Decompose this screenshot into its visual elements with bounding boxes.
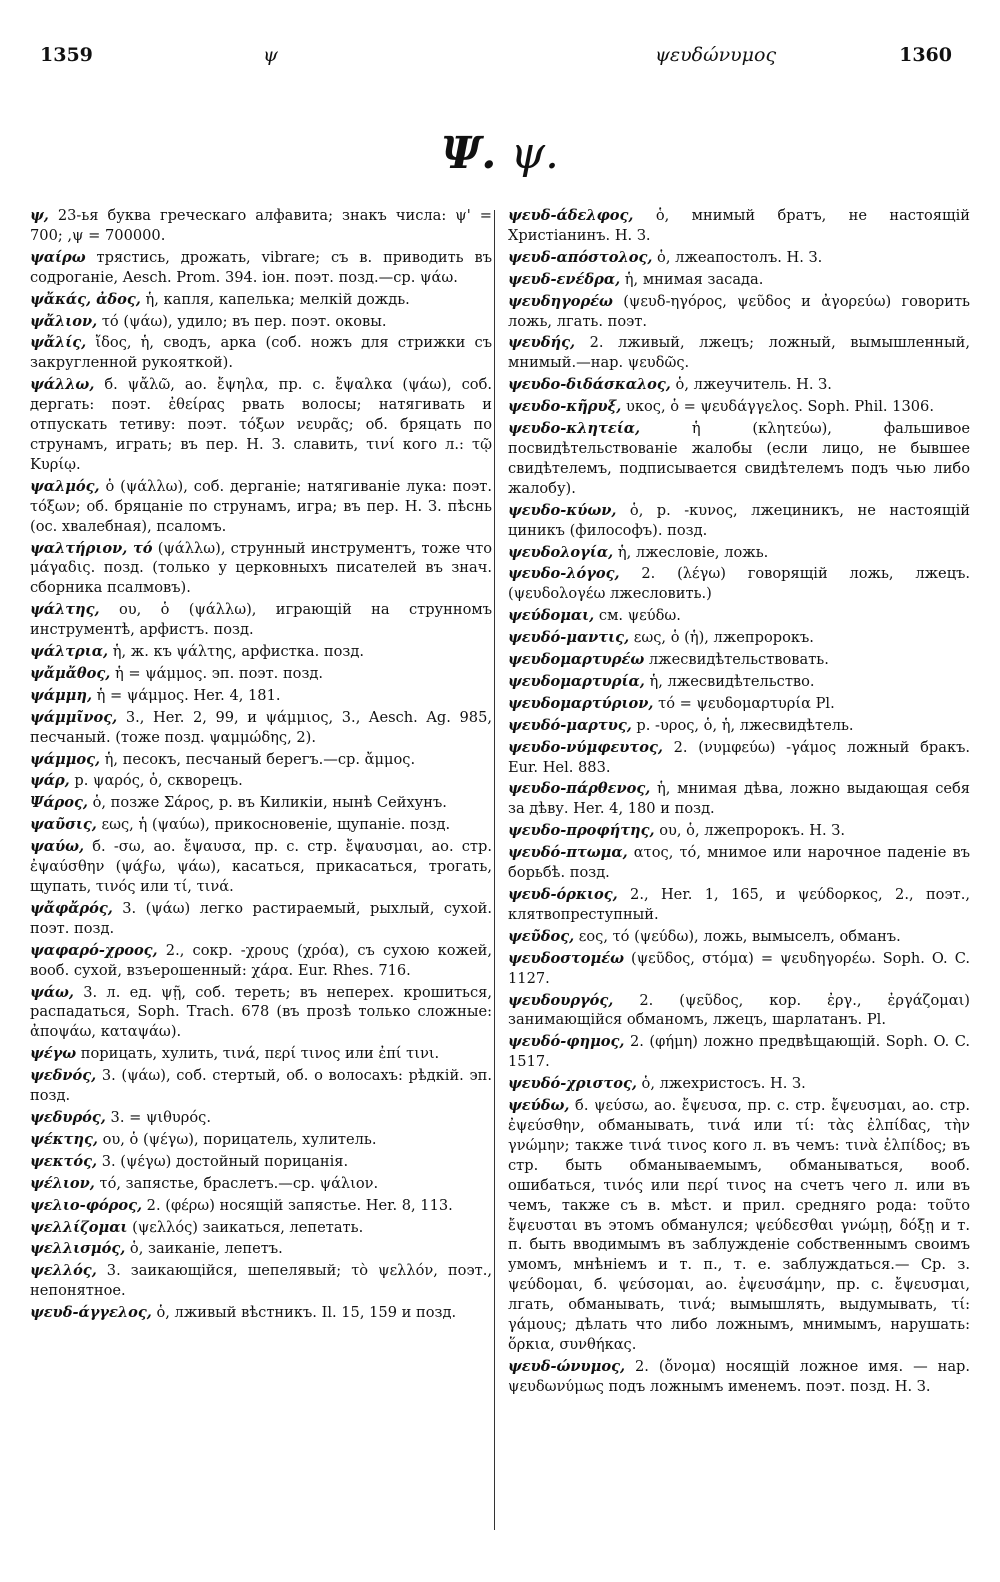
- entry-definition: 3. л. ед. ψῇ, соб. тереть; въ неперех. крошиться, распадаться, Soph. Trach. 678 (въ прозѣ только сложные: ἀποψάω, καταψάω).: [30, 983, 492, 1041]
- entry-headword: ψεδυρός,: [30, 1108, 106, 1126]
- entry-headword: ψευδο-νύμφευτος,: [508, 738, 663, 756]
- dictionary-entry: [30, 206, 492, 246]
- dictionary-entry: [30, 1152, 492, 1172]
- entry-definition: 2., Her. 1, 165, и ψεύδορκος, 2., поэт., клятвопреступный.: [508, 886, 970, 923]
- dictionary-entry: [30, 771, 492, 791]
- dictionary-entry: [508, 375, 970, 395]
- entry-definition: εως, ὁ (ἡ), лжепророкъ.: [629, 629, 814, 647]
- entry-headword: ψἄμἄθος,: [30, 664, 111, 682]
- entry-definition: 23-ья буква греческаго алфавита; знакъ числа: ψ' = 700; ,ψ = 700000.: [30, 207, 492, 244]
- dictionary-entry: [30, 642, 492, 662]
- entry-headword: ψευδομαρτυρία,: [508, 672, 645, 690]
- entry-definition: ὁ, лжеапостолъ. Н. З.: [652, 248, 823, 266]
- entry-headword: ψεδνός,: [30, 1067, 97, 1085]
- dictionary-entry: [30, 600, 492, 640]
- dictionary-entry: [508, 419, 970, 499]
- entry-definition: ου, ὁ (ψέγω), порицатель, хулитель.: [97, 1130, 377, 1148]
- entry-headword: ψαλτήριον, τό: [30, 539, 153, 557]
- entry-definition: ὁ, лжеучитель. Н. З.: [670, 376, 832, 394]
- entry-headword: ψευδό-μαρτυς,: [508, 716, 632, 734]
- entry-headword: ψευδ-απόστολος,: [508, 248, 653, 266]
- entry-headword: ψαλμός,: [30, 477, 100, 495]
- entry-headword: ψέγω: [30, 1045, 77, 1063]
- guide-word: ψευδώνυμος: [655, 44, 777, 66]
- dictionary-entry: [30, 333, 492, 373]
- entry-headword: ψελλός,: [30, 1262, 97, 1280]
- entry-definition: б. ψεύσω, ао. ἔψευσα, пр. с. стр. ἔψευσμαι, ао. стр. ἐψεύσθην, обманывать, τινά или τί: τὰς ἐλπίδας, τὴν γνώμην; также τινά τινος кого л. въ чемъ: τινὰ ἐλπίδος; въ стр. быть обманываемымъ, обманываться, вооб. ошибаться, τινός или περί τινος на счетъ чего л. или въ чемъ, также съ в. мѣст. и прил. средняго рода: τοῦτο ἔψευσται въ этомъ обманулся; ψεύδεσθαι γνώμῃ, δόξῃ и т. п. быть вводимымъ въ заблужденіе собственнымъ своимъ умомъ, мнѣніемъ и т. п., т. е. заблуждаться.— Ср. з. ψεύδομαι, б. ψεύσομαι, ао. ἐψευσάμην, пр. с. ἔψευσμαι, лгать, обманывать, τινά; вымышлять, выдумывать, τί: γάμους; дѣлать что либо ложнымъ, мнимымъ, нарушать: ὅρκια, συνθήκας.: [508, 1097, 970, 1353]
- entry-headword: ψευδ-όρκιος,: [508, 886, 618, 903]
- entry-headword: ψέλιον,: [30, 1174, 95, 1192]
- entry-definition: 2. (νυμφεύω) -γάμος ложный бракъ. Eur. Hel. 883.: [508, 738, 970, 776]
- dictionary-entry: [30, 539, 492, 599]
- dictionary-entry: [30, 248, 492, 288]
- entry-definition: 3. заикающійся, шепелявый; τὸ ψελλόν, поэт., непонятное.: [30, 1262, 492, 1300]
- dictionary-entry: [508, 1074, 970, 1094]
- dictionary-entry: [30, 312, 492, 332]
- entry-definition: ἡ, мнимая засада.: [620, 270, 764, 288]
- entry-headword: ψευδουργός,: [508, 991, 614, 1009]
- entry-definition: 2. (λέγω) говорящій ложь, лжецъ. (ψευδολογέω лжесловить.): [508, 565, 970, 603]
- dictionary-entry: [508, 270, 970, 290]
- entry-definition: б. -σω, ао. ἔψαυσα, пр. с. стр. ἔψαυσμαι, ао. стр. ἐψαύσθην (ψάϝω, ψάω), касаться, прикасаться, трогать, щупать, τινός или τί, τινά.: [30, 838, 492, 895]
- entry-headword: ψάλλω,: [30, 376, 95, 394]
- entry-definition: 3. (ψέγω) достойный порицанія.: [97, 1152, 349, 1170]
- dictionary-entry: [30, 664, 492, 684]
- entry-definition: ἡ, ж. къ ψάλτης, арфистка. позд.: [108, 643, 364, 661]
- entry-definition: 3. (ψάω) легко растираемый, рыхлый, сухой. поэт. позд.: [30, 899, 492, 937]
- entry-definition: лжесвидѣтельствовать.: [644, 651, 829, 669]
- entry-headword: ψευδομαρτύριον,: [508, 694, 654, 712]
- dictionary-entry: [30, 1044, 492, 1064]
- entry-definition: (ψευδ-ηγόρος, ψεῦδος и ἀγορεύω) говорить ложь, лгать. поэт.: [508, 292, 970, 330]
- entry-definition: ου, ὁ, лжепророкъ. Н. З.: [654, 822, 845, 840]
- entry-definition: 3. = ψιθυρός.: [105, 1108, 211, 1126]
- entry-definition: см. ψεύδω.: [594, 607, 681, 625]
- entry-headword: ψ,: [30, 207, 49, 224]
- entry-definition: (ψεῦδος, στόμα) = ψευδηγορέω. Soph. O. C. 1127.: [508, 949, 970, 987]
- entry-definition: ἡ, лжесловіе, ложь.: [613, 543, 769, 561]
- entry-headword: ψαφαρό-χροος,: [30, 941, 158, 959]
- entry-definition: (ψελλός) заикаться, лепетать.: [127, 1218, 364, 1236]
- entry-headword: ψευδο-διδάσκαλος,: [508, 376, 671, 394]
- entry-definition: трястись, дрожать, vibrare; съ в. приводить въ содроганіе, Aesch. Prom. 394. іон. поэт. позд.—ср. ψάω.: [30, 248, 492, 286]
- dictionary-entry: [508, 628, 970, 648]
- section-letter: ψ: [263, 44, 278, 66]
- entry-headword: Ψάρος,: [30, 794, 88, 812]
- entry-headword: ψάρ,: [30, 772, 70, 790]
- entry-headword: ψἄλίς,: [30, 334, 87, 352]
- entry-headword: ψευδο-πάρθενος,: [508, 780, 651, 798]
- entry-headword: ψάω,: [30, 983, 74, 1001]
- entry-definition: υκος, ὁ = ψευδάγγελος. Soph. Phil. 1306.: [621, 398, 934, 416]
- dictionary-entry: [508, 248, 970, 268]
- entry-definition: τό, запястье, браслетъ.—ср. ψάλιον.: [94, 1174, 379, 1192]
- dictionary-entry: [30, 1130, 492, 1150]
- dictionary-entry: [30, 815, 492, 835]
- entry-headword: ψάμμη,: [30, 686, 93, 704]
- entry-definition: 3., Her. 2, 99, и ψάμμιος, 3., Aesch. Ag. 985, песчаный. (тоже позд. ψαμμώδης, 2).: [30, 708, 492, 746]
- section-small: ψ.: [510, 128, 559, 179]
- entry-headword: ψεκτός,: [30, 1152, 98, 1170]
- entry-headword: ψἄφἄρός,: [30, 899, 113, 917]
- entry-headword: ψευδ-ώνυμος,: [508, 1357, 626, 1375]
- entry-definition: р. ψαρός, ὁ, скворецъ.: [69, 772, 243, 790]
- entry-headword: ψελιο-φόρος,: [30, 1196, 143, 1214]
- entry-definition: 3. (ψάω), соб. стертый, об. о волосахъ: рѣдкій. эп. позд.: [30, 1067, 492, 1105]
- entry-headword: ψεύδομαι,: [508, 607, 595, 625]
- entry-definition: ἡ = ψάμμος. эп. поэт. позд.: [110, 664, 324, 682]
- entry-definition: ἡ, лжесвидѣтельство.: [644, 672, 815, 690]
- dictionary-entry: [30, 899, 492, 939]
- entry-definition: ὁ, позже Σάρος, р. въ Киликіи, нынѣ Сейхунъ.: [87, 794, 447, 812]
- entry-definition: (ψάλλω), струнный инструментъ, тоже что μάγαδις. позд. (только у церковныхъ писателей въ знач. сборника псалмовъ).: [30, 539, 492, 597]
- entry-headword: ψεύδω,: [508, 1097, 570, 1115]
- entry-definition: ἴδος, ἡ, сводъ, арка (соб. ножъ для стрижки съ закругленной рукояткой).: [30, 334, 492, 372]
- running-head: [40, 44, 952, 74]
- entry-definition: ἡ (κλητεύω), фальшивое посвидѣтельствованіе жалобы (если лицо, не бывшее свидѣтелемъ, подписывается свидѣтелемъ подъ чью либо жалобу).: [508, 420, 970, 497]
- dictionary-entry: [508, 843, 970, 883]
- dictionary-entry: [30, 837, 492, 897]
- entry-headword: ψευδοστομέω: [508, 949, 624, 967]
- entry-definition: 2. (ψεῦδος, кор. ἐργ., ἐργάζομαι) занимающійся обманомъ, лжецъ, шарлатанъ. Pl.: [508, 991, 970, 1029]
- dictionary-entry: [30, 1108, 492, 1128]
- entry-headword: ψαῦσις,: [30, 816, 97, 834]
- entry-headword: ψευδής,: [508, 334, 576, 352]
- dictionary-entry: [30, 1303, 492, 1323]
- entry-headword: ψάμμῖνος,: [30, 708, 118, 726]
- entry-headword: ψευδό-μαντις,: [508, 629, 630, 647]
- entry-definition: ατος, τό, мнимое или нарочное паденіе въ борьбѣ. позд.: [508, 844, 970, 882]
- entry-definition: ἡ, капля, капелька; мелкій дождь.: [140, 290, 410, 308]
- entry-definition: 2. (φήμη) ложно предвѣщающій. Soph. O. C. 1517.: [508, 1033, 970, 1071]
- entry-headword: ψευδ-άδελφος,: [508, 207, 634, 224]
- dictionary-entry: [30, 793, 492, 813]
- entry-headword: ψελλισμός,: [30, 1240, 126, 1258]
- entry-headword: ψευδ-ενέδρα,: [508, 270, 621, 288]
- dictionary-entry: [30, 1196, 492, 1216]
- dictionary-entry: [508, 821, 970, 841]
- column-divider: [494, 210, 495, 1530]
- entry-definition: б. ψἄλῶ, ао. ἔψηλα, пр. с. ἔψαλκα (ψάω), соб. дергать: поэт. ἐθείρας рвать волосы; натягивать и отпускать тетиву: поэт. τόξων νευρᾶς; об. бряцать по струнамъ, играть; въ пер. Н. З. славить, τινί кого л.: τῷ Κυρίῳ.: [30, 376, 492, 473]
- dictionary-entry: [508, 606, 970, 626]
- dictionary-entry: [30, 686, 492, 706]
- dictionary-entry: [30, 750, 492, 770]
- entry-headword: ψελλίζομαι: [30, 1218, 128, 1236]
- entry-headword: ψευδό-χριστος,: [508, 1075, 637, 1093]
- entry-definition: τό (ψάω), удило; въ пер. поэт. оковы.: [97, 312, 387, 330]
- entry-definition: р. -υρος, ὁ, ἡ, лжесвидѣтель.: [631, 716, 854, 734]
- dictionary-entry: [30, 708, 492, 748]
- dictionary-entry: [508, 333, 970, 373]
- dictionary-entry: [508, 779, 970, 819]
- entry-headword: ψευδο-λόγος,: [508, 565, 620, 583]
- entry-headword: ψευδο-κύων,: [508, 501, 617, 519]
- left-column: [30, 206, 492, 1325]
- entry-definition: порицать, хулить, τινά, περί τινος или ἐπί τινι.: [76, 1045, 440, 1063]
- right-column: [508, 206, 970, 1399]
- dictionary-entry: [508, 397, 970, 417]
- dictionary-entry: [508, 1032, 970, 1072]
- entry-definition: ἡ, мнимая дѣва, ложно выдающая себя за дѣву. Her. 4, 180 и позд.: [508, 780, 970, 818]
- entry-headword: ψεῦδος,: [508, 927, 575, 945]
- entry-definition: ὁ, лжехристосъ. Н. З.: [636, 1075, 806, 1093]
- dictionary-entry: [30, 1239, 492, 1259]
- entry-headword: ψαύω,: [30, 838, 85, 856]
- entry-definition: ἡ, песокъ, песчаный берегъ.—ср. ἄμμος.: [100, 750, 416, 768]
- entry-headword: ψευδ-άγγελος,: [30, 1304, 152, 1322]
- dictionary-entry: [30, 1261, 492, 1301]
- dictionary-entry: [508, 1357, 970, 1397]
- section-capital: Ψ.: [441, 128, 497, 179]
- entry-definition: τό = ψευδομαρτυρία Pl.: [653, 694, 835, 712]
- dictionary-entry: [30, 290, 492, 310]
- entry-definition: 2. лживый, лжецъ; ложный, вымышленный, мнимый.—нар. ψευδῶς.: [508, 334, 970, 372]
- entry-definition: 2., сокр. -χρους (χρόα), съ сухою кожей, вооб. сухой, взъерошенный: χάρα. Eur. Rhes. 716.: [30, 941, 492, 979]
- dictionary-entry: [508, 738, 970, 778]
- entry-definition: 2. (φέρω) носящій запястье. Her. 8, 113.: [142, 1196, 453, 1214]
- entry-headword: ψευδο-κλητεία,: [508, 420, 641, 438]
- dictionary-entry: [508, 292, 970, 332]
- entry-definition: ὁ, заиканіе, лепетъ.: [125, 1240, 283, 1258]
- entry-headword: ψευδο-προφήτης,: [508, 822, 655, 840]
- entry-definition: εος, τό (ψεύδω), ложь, вымыселъ, обманъ.: [574, 927, 901, 945]
- dictionary-entry: [508, 716, 970, 736]
- section-title: [0, 128, 1000, 179]
- dictionary-entry: [508, 885, 970, 925]
- dictionary-entry: [30, 1066, 492, 1106]
- page-number-left: 1359: [40, 44, 93, 66]
- entry-headword: ψευδομαρτυρέω: [508, 651, 645, 669]
- dictionary-entry: [30, 477, 492, 537]
- entry-headword: ψάμμος,: [30, 750, 101, 768]
- entry-headword: ψευδηγορέω: [508, 292, 613, 310]
- entry-headword: ψέκτης,: [30, 1130, 98, 1148]
- entry-definition: 2. (ὄνομα) носящій ложное имя. — нар. ψευδωνύμως подъ ложнымъ именемъ. поэт. позд. Н. З.: [508, 1357, 970, 1395]
- dictionary-entry: [508, 501, 970, 541]
- entry-headword: ψευδό-φημος,: [508, 1033, 625, 1051]
- entry-definition: ὁ (ψάλλω), соб. дерганіе; натягиваніе лука: поэт. τόξων; об. бряцаніе по струнамъ, игра; въ пер. Н. З. пѣснь (ос. хвалебная), псаломъ.: [30, 477, 492, 535]
- entry-definition: ὁ, р. -κυνος, лжециникъ, не настоящій циникъ (философъ). позд.: [508, 501, 970, 539]
- page-number-right: 1360: [899, 44, 952, 66]
- entry-definition: ὁ, мнимый братъ, не настоящій Христіанинъ. Н. З.: [508, 207, 970, 244]
- dictionary-entry: [30, 941, 492, 981]
- dictionary-entry: [30, 375, 492, 475]
- dictionary-entry: [508, 949, 970, 989]
- dictionary-entry: [508, 694, 970, 714]
- dictionary-entry: [508, 1096, 970, 1355]
- dictionary-entry: [30, 1218, 492, 1238]
- dictionary-entry: [508, 564, 970, 604]
- entry-headword: ψευδό-πτωμα,: [508, 844, 628, 862]
- dictionary-entry: [508, 650, 970, 670]
- dictionary-entry: [508, 927, 970, 947]
- entry-definition: ὁ, лживый вѣстникъ. Il. 15, 159 и позд.: [151, 1304, 457, 1322]
- entry-headword: ψευδολογία,: [508, 543, 614, 561]
- entry-headword: ψἄλιον,: [30, 312, 98, 330]
- entry-headword: ψαίρω: [30, 248, 86, 266]
- entry-definition: ἡ = ψάμμος. Her. 4, 181.: [92, 686, 281, 704]
- entry-headword: ψάλτρια,: [30, 643, 109, 661]
- dictionary-entry: [508, 543, 970, 563]
- entry-definition: εως, ἡ (ψαύω), прикосновеніе, щупаніе. позд.: [96, 816, 451, 834]
- entry-definition: ου, ὁ (ψάλλω), играющій на струнномъ инструментѣ, арфистъ. позд.: [30, 601, 492, 639]
- dictionary-entry: [508, 991, 970, 1031]
- dictionary-entry: [30, 983, 492, 1043]
- entry-headword: ψάλτης,: [30, 601, 100, 619]
- entry-headword: ψἄκάς, ἀδος,: [30, 290, 141, 308]
- dictionary-entry: [508, 206, 970, 246]
- entry-headword: ψευδο-κῆρυξ,: [508, 398, 622, 416]
- dictionary-entry: [30, 1174, 492, 1194]
- dictionary-entry: [508, 672, 970, 692]
